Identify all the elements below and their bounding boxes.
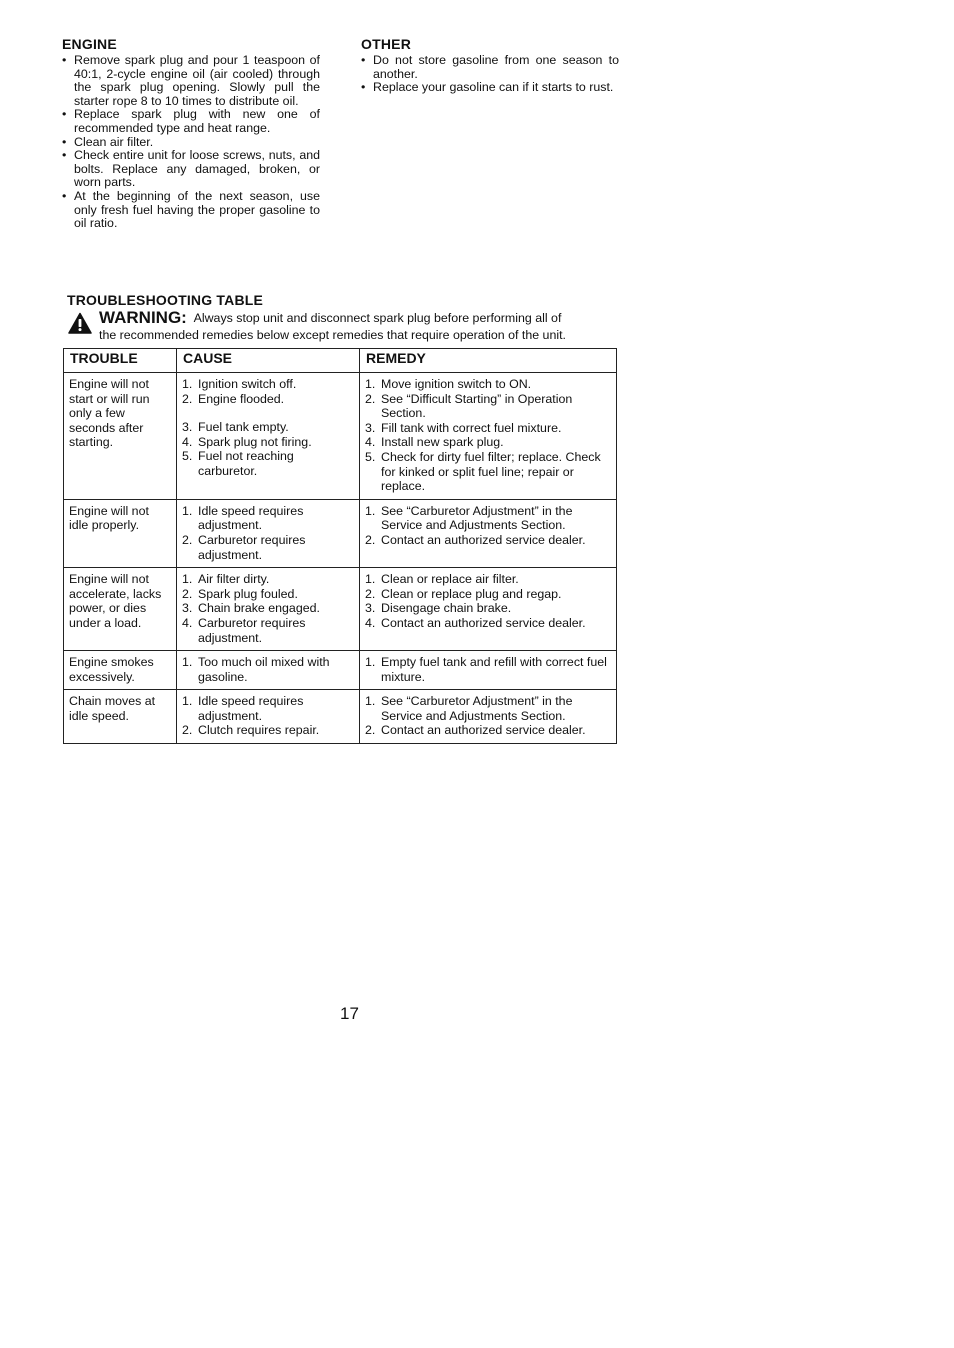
troubleshooting-table [63,348,617,744]
remedy-item: 4. Contact an authorized service dealer. [365,615,586,630]
remedy-item: 1. See “Carburetor Adjustment” in the Service and Adjustments Section. [365,503,573,533]
cause-cell [177,499,360,567]
remedy-item: 2. Contact an authorized service dealer. [365,532,586,547]
trouble-cell: Engine will not start or will run only a few seconds after starting. [64,373,177,500]
table-row [64,690,617,744]
troubleshooting-title: TROUBLESHOOTING TABLE [67,292,264,308]
header-remedy: REMEDY [360,349,617,373]
cause-item: 1. Idle speed requires adjustment. [182,503,304,533]
remedy-item: 5. Check for dirty fuel filter; replace. Check for kinked or split fuel line; repair or replace. [365,449,601,494]
remedy-cell [360,651,617,690]
remedy-cell [360,568,617,651]
remedy-cell [360,690,617,744]
warning-text-1: Always stop unit and disconnect spark plug before performing all of [193,311,562,325]
cause-item: 1. Too much oil mixed with gasoline. [182,655,330,684]
other-item: • Replace your gasoline can if it starts to rust. [361,81,619,95]
remedy-item: 1. Move ignition switch to ON. [365,377,532,391]
header-trouble: TROUBLE [64,349,177,373]
cause-cell [177,373,360,500]
cause-cell [177,651,360,690]
table-row [64,499,617,567]
remedy-item: 1. See “Carburetor Adjustment” in the Service and Adjustments Section. [365,694,573,723]
cause-item: 4. Carburetor requires adjustment. [182,615,306,645]
remedy-item: 3. Disengage chain brake. [365,601,512,616]
remedy-item: 2. Contact an authorized service dealer. [365,723,586,738]
remedy-item: 2. See “Difficult Starting” in Operation Section. [365,391,573,421]
cause-item: 1. Ignition switch off. [182,377,297,391]
table-header-row [64,349,617,373]
remedy-item: 3. Fill tank with correct fuel mixture. [365,420,562,435]
page-number: 17 [340,1004,359,1023]
warning-text-2: the recommended remedies below except remedies that require operation of the unit. [99,328,566,342]
other-section [361,36,619,95]
cause-cell [177,690,360,744]
cause-item: 2. Carburetor requires adjustment. [182,532,306,562]
warning-line-1 [99,308,562,327]
other-item: • Do not store gasoline from one season to another. [361,54,619,81]
engine-item: • Check entire unit for loose screws, nuts, and bolts. Replace any damaged, broken, or worn parts. [62,149,320,190]
warning-icon [68,312,92,334]
cause-item: 2. Spark plug fouled. [182,586,298,601]
table-row [64,568,617,651]
trouble-cell: Chain moves at idle speed. [64,690,177,744]
cause-item: 3. Chain brake engaged. [182,601,320,616]
trouble-cell: Engine will not accelerate, lacks power, or dies under a load. [64,568,177,651]
remedy-cell [360,499,617,567]
other-list [361,54,619,95]
cause-item: 1. Idle speed requires adjustment. [182,694,304,723]
cause-item: 1. Air filter dirty. [182,572,270,587]
engine-heading: ENGINE [62,36,117,52]
engine-item: • Replace spark plug with new one of recommended type and heat range. [62,108,320,135]
engine-item: • At the beginning of the next season, use only fresh fuel having the proper gasoline to oil ratio. [62,190,320,231]
cause-cell [177,568,360,651]
other-heading: OTHER [361,36,411,52]
cause-item: 3. Fuel tank empty. [182,420,289,435]
remedy-item: 2. Clean or replace plug and regap. [365,586,562,601]
header-cause: CAUSE [177,349,360,373]
remedy-item: 1. Empty fuel tank and refill with correct fuel mixture. [365,655,607,684]
remedy-item: 4. Install new spark plug. [365,435,504,450]
table-row [64,651,617,690]
engine-item: • Remove spark plug and pour 1 teaspoon of 40:1, 2-cycle engine oil (air cooled) through the spark plug opening. Slowly pull the starter rope 8 to 10 times to distribute oil. [62,54,320,108]
cause-item: 5. Fuel not reaching carburetor. [182,449,294,478]
engine-list [62,54,320,231]
cause-item: 2. Clutch requires repair. [182,723,320,738]
engine-item: • Clean air filter. [62,136,320,150]
engine-section [62,36,320,231]
remedy-cell [360,373,617,500]
cause-item: 4. Spark plug not firing. [182,434,312,449]
table-row [64,373,617,500]
cause-item: 2. Engine flooded. [182,391,285,406]
trouble-cell: Engine will not idle properly. [64,499,177,567]
trouble-cell: Engine smokes excessively. [64,651,177,690]
remedy-item: 1. Clean or replace air filter. [365,572,519,587]
warning-label: WARNING: [99,308,187,327]
